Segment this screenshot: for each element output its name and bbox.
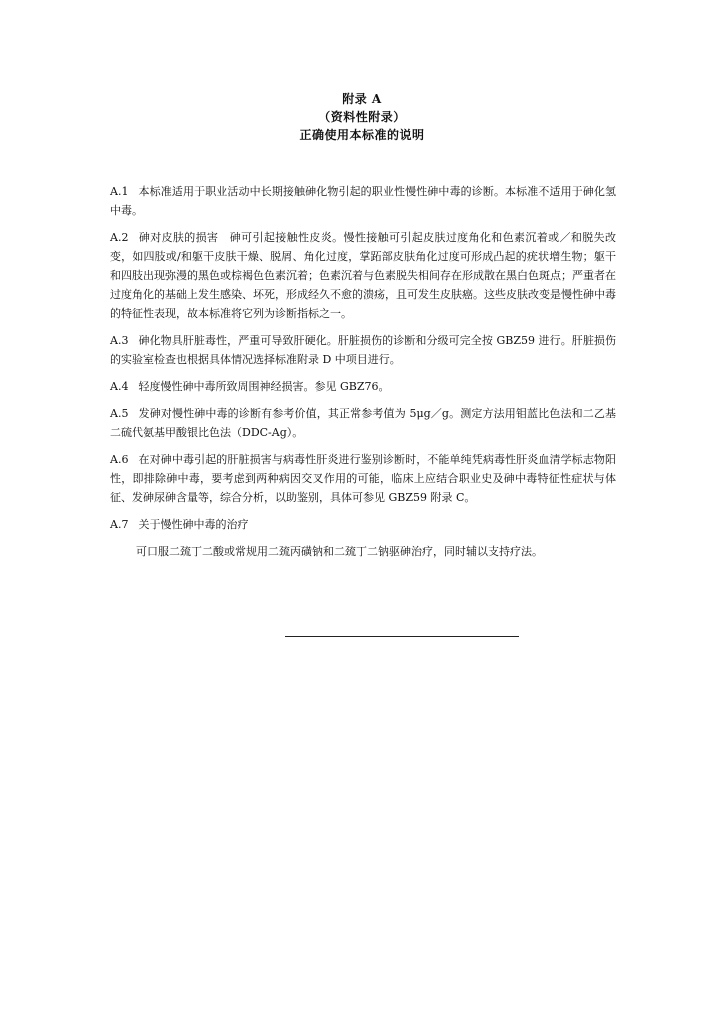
treatment-text: 可口服二巯丁二酸或常规用二巯丙磺钠和二巯丁二钠驱砷治疗，同时辅以支持疗法。 (136, 545, 543, 558)
section-number: A.4 (110, 380, 129, 393)
appendix-subtitle: （资料性附录） (318, 110, 406, 124)
section-text: 砷化物具肝脏毒性，严重可导致肝硬化。肝脏损伤的诊断和分级可完全按 GBZ59 进行。肝脏损伤的实验室检查也根据具体情况选择标准附录 D 中项目进行。 (110, 334, 616, 366)
appendix-title: 附录 A (342, 92, 382, 106)
section-a5 (110, 404, 616, 442)
section-a6 (110, 450, 616, 507)
section-number: A.6 (110, 453, 129, 466)
section-number: A.2 (110, 231, 129, 244)
section-text: 关于慢性砷中毒的治疗 (138, 518, 249, 531)
section-number: A.7 (110, 518, 129, 531)
section-text: 在对砷中毒引起的肝脏损害与病毒性肝炎进行鉴别诊断时，不能单纯凭病毒性肝炎血清学标志物阳性，即排除砷中毒，要考虑到两种病因交叉作用的可能，临床上应结合职业史及砷中毒特征性症状与体征、发砷尿砷含量等，综合分析，以助鉴别，具体可参见 GBZ59 附录 C。 (110, 453, 616, 504)
section-number: A.3 (110, 334, 129, 347)
section-a4 (110, 377, 616, 396)
section-number: A.5 (110, 407, 129, 420)
section-a7 (110, 515, 616, 534)
end-rule (285, 636, 519, 637)
section-text: 砷对皮肤的损害 砷可引起接触性皮炎。慢性接触可引起皮肤过度角化和色素沉着或／和脱失改变，如四肢或/和躯干皮肤干燥、脱屑、角化过度，掌跖部皮肤角化过度可形成凸起的疣状增生物；躯干和四肢出现弥漫的黑色或棕褐色色素沉着；色素沉着与色素脱失相间存在形成散在黑白色斑点；严重者在过度角化的基础上发生感染、坏死，形成经久不愈的溃疡，且可发生皮肤癌。这些皮肤改变是慢性砷中毒的特征性表现，故本标准将它列为诊断指标之一。 (110, 231, 616, 320)
section-text: 本标准适用于职业活动中长期接触砷化物引起的职业性慢性砷中毒的诊断。本标准不适用于砷化氢中毒。 (110, 185, 616, 217)
appendix-body (110, 182, 616, 569)
section-a2 (110, 228, 616, 323)
section-text: 轻度慢性砷中毒所致周围神经损害。参见 GBZ76。 (138, 380, 390, 393)
appendix-heading: 正确使用本标准的说明 (299, 128, 425, 142)
section-text: 发砷对慢性砷中毒的诊断有参考价值，其正常参考值为 5μg／g。测定方法用钼蓝比色法和二乙基二硫代氨基甲酸银比色法（DDC-Ag）。 (110, 407, 616, 439)
section-a1 (110, 182, 616, 220)
section-a3 (110, 331, 616, 369)
section-number: A.1 (110, 185, 129, 198)
